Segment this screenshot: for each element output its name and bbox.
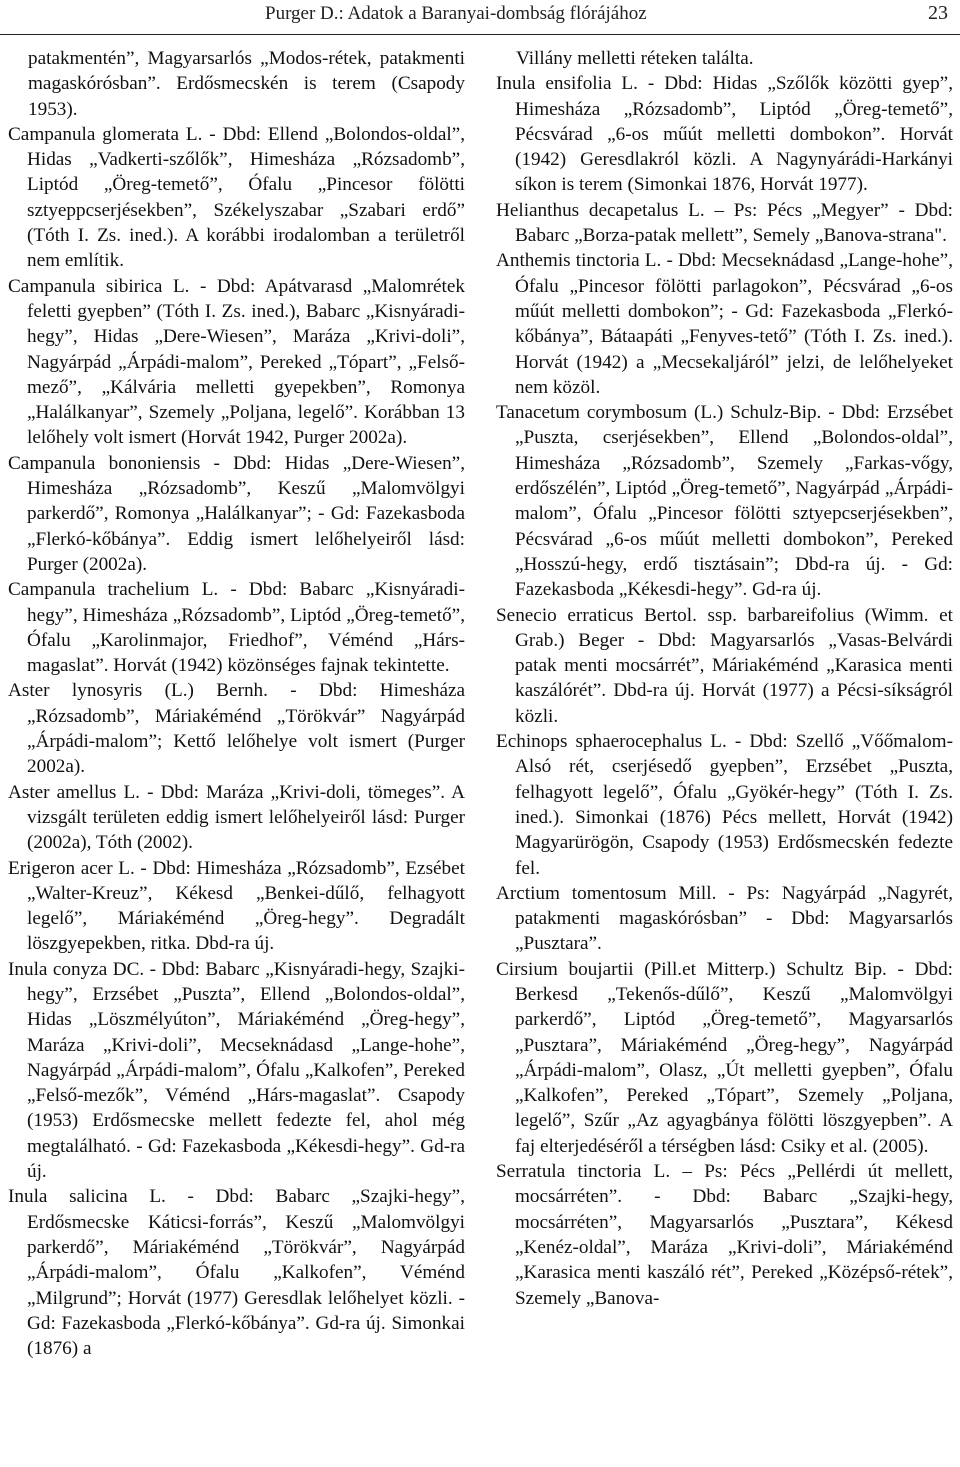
species-entry-inula-ensifolia: Inula ensifolia L. - Dbd: Hidas „Szőlők közötti gyep”, Himesháza „Rózsadomb”, Liptód „Öreg-temető”, Pécsvárad „6-os műút melletti dombokon”. Horvát (1942) Geresdlakról közli. A Nagynyárádi-Harkányi síkon is terem (Simonkai 1876, Horvát 1977). xyxy=(496,73,953,196)
species-entry-serratula-tinctoria: Serratula tinctoria L. – Ps: Pécs „Pellérdi út mellett, mocsárréten”. - Dbd: Babarc „Szajki-hegy, mocsárréten”, Magyarsarlós „Pusztara”, Kékesd „Kenéz-oldal”, Maráza „Krivi-doli”, Máriakéménd „Karasica menti kaszáló rét”, Pereked „Középső-rétek”, Szemely „Banova- xyxy=(496,1161,953,1309)
running-header xyxy=(0,0,960,35)
species-entry-erigeron-acer: Erigeron acer L. - Dbd: Himesháza „Rózsadomb”, Ezsébet „Walter-Kreuz”, Kékesd „Benkei-dűlő, felhagyott legelő”, Máriakéménd „Öreg-hegy”. Degradált löszgyepekben, ritka. Dbd-ra új. xyxy=(8,857,465,955)
species-entry-campanula-sibirica: Campanula sibirica L. - Dbd: Apátvarasd „Malomrétek feletti gyepben” (Tóth I. Zs. ined.), Babarc „Kisnyáradi-hegy”, Hidas „Dere-Wiesen”, Maráza „Krivi-doli”, Nagyárpád „Árpádi-malom”, Pereked „Tópart”, „Felső-mező”, „Kálvária melletti gyepekben”, Romonya „Halálkanyar”, Szemely „Poljana, legelő”. Korábban 13 lelőhely volt ismert (Horvát 1942, Purger 2002a). xyxy=(8,275,465,449)
species-entry-inula-conyza: Inula conyza DC. - Dbd: Babarc „Kisnyáradi-hegy, Szajki-hegy”, Erzsébet „Puszta”, Ellend „Bolondos-oldal”, Hidas „Löszmélyúton”, Máriakéménd „Öreg-hegy”, Maráza „Krivi-doli”, Mecseknádasd „Lange-hohe”, Nagyárpád „Árpádi-malom”, Ófalu „Kalkofen”, Pereked „Felső-mezők”, Véménd „Hárs-magaslat”. Csapody (1953) Erdősmecske mellett fedezte fel, ahol még megtalálható. - Gd: Fazekasboda „Kékesdi-hegy”. Gd-ra új. xyxy=(8,958,465,1183)
species-entry-senecio-erraticus: Senecio erraticus Bertol. ssp. barbareifolius (Wimm. et Grab.) Beger - Dbd: Magyarsarlós „Vasas-Belvárdi patak menti mocsárrét”, Máriakéménd „Karasica menti kaszálórét”. Dbd-ra új. Horvát (1977) a Pécsi-síkságról közli. xyxy=(496,604,953,727)
continued-paragraph: Villány melletti réteken találta. xyxy=(516,48,754,69)
species-entry-helianthus-decapetalus: Helianthus decapetalus L. – Ps: Pécs „Megyer” - Dbd: Babarc „Borza-patak mellett”, Semely „Banova-strana". xyxy=(496,199,953,247)
right-column xyxy=(496,46,953,1311)
species-entry-echinops-sphaerocephalus: Echinops sphaerocephalus L. - Dbd: Szellő „Vőőmalom-Alsó rét, cserjésedő gyepben”, Erzsébet „Puszta, felhagyott legelő”, Ófalu „Gyökér-hegy” (Tóth I. Zs. ined.). Simonkai (1876) Pécs mellett, Horvát (1942) Magyarürögön, Csapody (1953) Erdősmecskén fedezte fel. xyxy=(496,731,953,879)
species-entry-campanula-trachelium: Campanula trachelium L. - Dbd: Babarc „Kisnyáradi-hegy”, Himesháza „Rózsadomb”, Liptód „Öreg-temető”, Ófalu „Karolinmajor, Friedhof”, Véménd „Hárs-magaslat”. Horvát (1942) közönséges fajnak tekintette. xyxy=(8,579,465,677)
species-entry-anthemis-tinctoria: Anthemis tinctoria L. - Dbd: Mecseknádasd „Lange-hohe”, Ófalu „Pincesor fölötti parlagokon”, Pécsvárad „6-os műút melletti dombokon”; - Gd: Fazekasboda „Flerkó-kőbánya”, Bátaapáti „Fenyves-tető” (Tóth I. Zs. ined.). Horvát (1942) a „Mecsekaljáról” jelzi, de lelőhelyeket nem közöl. xyxy=(496,250,953,398)
page-number: 23 xyxy=(928,2,948,24)
running-title: Purger D.: Adatok a Baranyai-dombság flórájához xyxy=(265,3,647,24)
left-column xyxy=(8,46,465,1361)
species-entry-cirsium-boujartii: Cirsium boujartii (Pill.et Mitterp.) Schultz Bip. - Dbd: Berkesd „Tekenős-dűlő”, Keszű „Malomvölgyi parkerdő”, Liptód „Öreg-temető”, Magyarsarlós „Pusztara”, Máriakéménd „Öreg-hegy”, Nagyárpád „Árpádi-malom”, Olasz, „Út melletti gyepben”, Ófalu „Kalkofen”, Pereked „Tópart”, Szemely „Poljana, legelő”, Szűr „Az agyagbánya fölötti löszgyepben”. A faj elterjedéséről a térségben lásd: Csiky et al. (2005). xyxy=(496,958,953,1157)
species-entry-campanula-glomerata: Campanula glomerata L. - Dbd: Ellend „Bolondos-oldal”, Hidas „Vadkerti-szőlők”, Himesháza „Rózsadomb”, Liptód „Öreg-temető”, Ófalu „Pincesor fölötti sztyeppcserjésekben”, Székelyszabar „Szabari erdő” (Tóth I. Zs. ined.). A korábbi irodalomban a területről nem említik. xyxy=(8,123,465,272)
continued-paragraph: patakmentén”, Magyarsarlós „Modos-rétek, patakmenti magaskórósban”. Erdősmecskén is terem (Csapody 1953). xyxy=(28,48,465,120)
species-entry-aster-lynosyris: Aster lynosyris (L.) Bernh. - Dbd: Himesháza „Rózsadomb”, Máriakéménd „Törökvár” Nagyárpád „Árpádi-malom”; Kettő lelőhelye volt ismert (Purger 2002a). xyxy=(8,680,465,778)
species-entry-aster-amellus: Aster amellus L. - Dbd: Maráza „Krivi-doli, tömeges”. A vizsgált területen eddig ismert lelőhelyeiről lásd: Purger (2002a), Tóth (2002). xyxy=(8,781,465,854)
species-entry-inula-salicina: Inula salicina L. - Dbd: Babarc „Szajki-hegy”, Erdősmecske Káticsi-forrás”, Keszű „Malomvölgyi parkerdő”, Máriakéménd „Törökvár”, Nagyárpád „Árpádi-malom”, Ófalu „Kalkofen”, Véménd „Milgrund”; Horvát (1977) Geresdlak lelőhelyet közli. - Gd: Fazekasboda „Flerkó-kőbánya”. Gd-ra új. Simonkai (1876) a xyxy=(8,1186,465,1360)
species-entry-tanacetum-corymbosum: Tanacetum corymbosum (L.) Schulz-Bip. - Dbd: Erzsébet „Puszta, cserjésekben”, Ellend „Bolondos-oldal”, Himesháza „Rózsadomb”, Szemely „Farkas-vőgy, erdőszélén”, Liptód „Öreg-temető”, Nagyárpád „Árpádi-malom”, Ófalu „Pincesor fölötti sztyepcserjésekben”, Pécsvárad „6-os műút melletti dombokon”, Pereked „Hosszú-hegy, erdő tisztásain”; Dbd-ra új. - Gd: Fazekasboda „Kékesdi-hegy”. Gd-ra új. xyxy=(496,402,953,601)
species-entry-arctium-tomentosum: Arctium tomentosum Mill. - Ps: Nagyárpád „Nagyrét, patakmenti magaskórósban” - Dbd: Magyarsarlós „Pusztara”. xyxy=(496,882,953,955)
species-entry-campanula-bononiensis: Campanula bononiensis - Dbd: Hidas „Dere-Wiesen”, Himesháza „Rózsadomb”, Keszű „Malomvölgyi parkerdő”, Romonya „Halálkanyar”; - Gd: Fazekasboda „Flerkó-kőbánya”. Eddig ismert lelőhelyeiről lásd: Purger (2002a). xyxy=(8,452,465,575)
